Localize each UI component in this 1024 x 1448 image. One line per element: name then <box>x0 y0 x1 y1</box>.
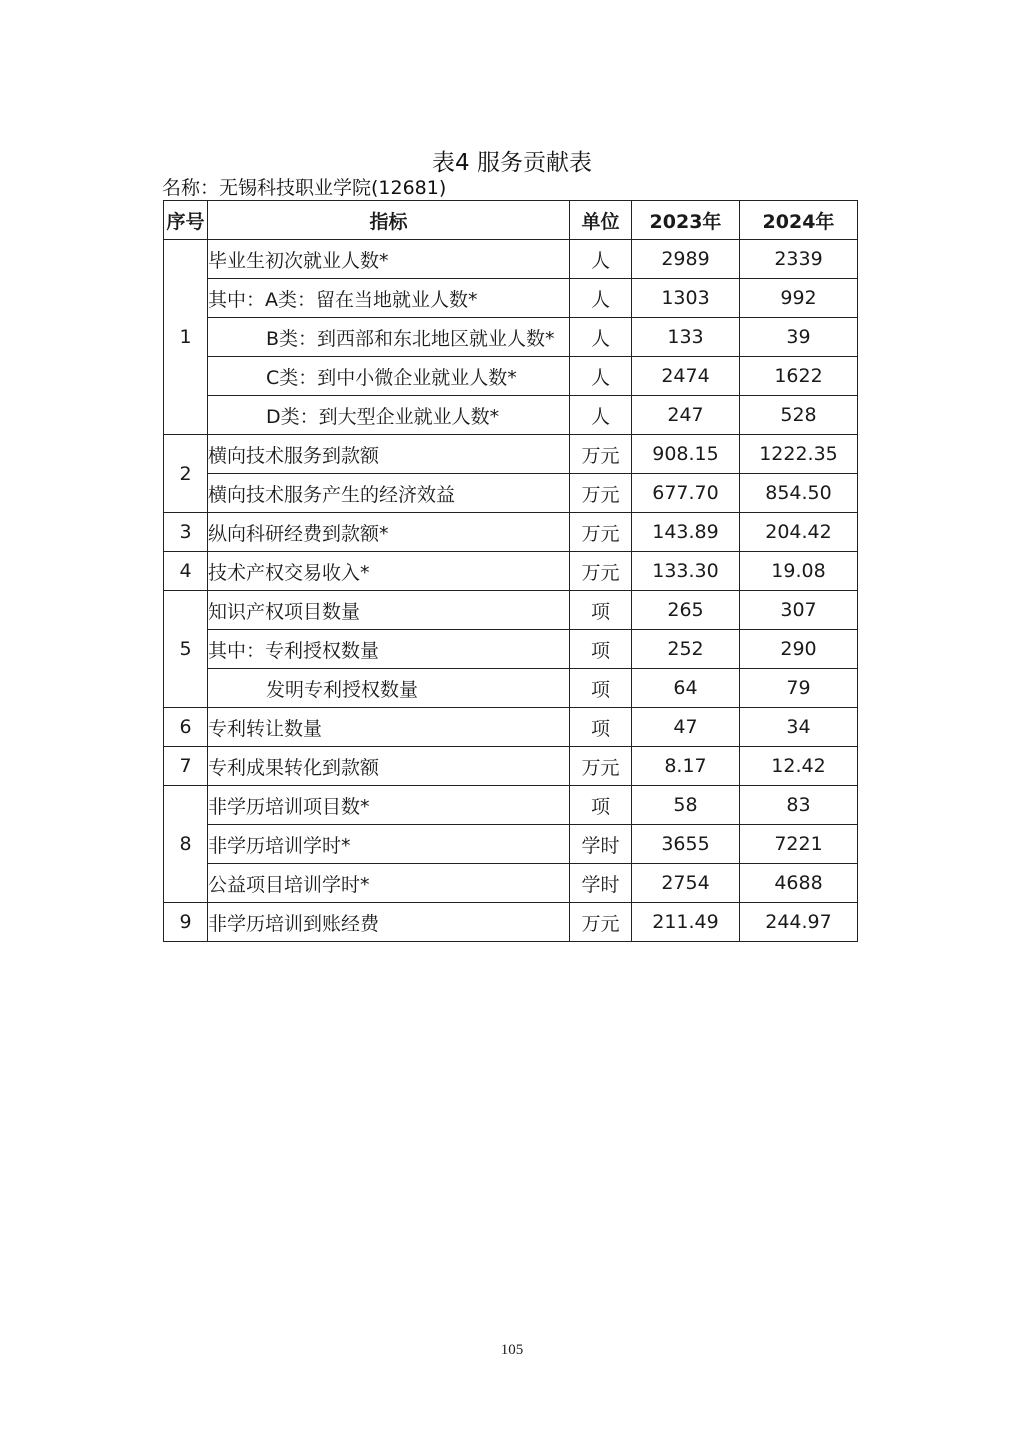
value-2023-cell: 247 <box>632 396 740 435</box>
value-2023-cell: 677.70 <box>632 474 740 513</box>
header-seq: 序号 <box>164 201 208 240</box>
indicator-cell: 横向技术服务产生的经济效益 <box>208 474 570 513</box>
value-2024-cell: 307 <box>740 591 858 630</box>
value-2023-cell: 47 <box>632 708 740 747</box>
value-2023-cell: 143.89 <box>632 513 740 552</box>
header-2024: 2024年 <box>740 201 858 240</box>
table-header-row <box>164 201 858 240</box>
unit-cell: 万元 <box>570 435 632 474</box>
table-row <box>164 552 858 591</box>
value-2024-cell: 854.50 <box>740 474 858 513</box>
unit-cell: 学时 <box>570 864 632 903</box>
table-row <box>164 513 858 552</box>
value-2024-cell: 204.42 <box>740 513 858 552</box>
unit-cell: 项 <box>570 708 632 747</box>
indicator-cell: 专利转让数量 <box>208 708 570 747</box>
table-row <box>164 279 858 318</box>
indicator-cell: 其中：A类：留在当地就业人数* <box>208 279 570 318</box>
indicator-cell: 横向技术服务到款额 <box>208 435 570 474</box>
unit-cell: 万元 <box>570 552 632 591</box>
unit-cell: 人 <box>570 396 632 435</box>
indicator-cell: 其中：专利授权数量 <box>208 630 570 669</box>
unit-cell: 人 <box>570 240 632 279</box>
seq-cell: 1 <box>164 240 208 435</box>
table-row <box>164 240 858 279</box>
value-2023-cell: 58 <box>632 786 740 825</box>
service-contribution-table <box>163 200 858 942</box>
seq-cell: 3 <box>164 513 208 552</box>
table-row <box>164 435 858 474</box>
value-2023-cell: 265 <box>632 591 740 630</box>
value-2024-cell: 992 <box>740 279 858 318</box>
value-2023-cell: 64 <box>632 669 740 708</box>
indicator-cell: 专利成果转化到款额 <box>208 747 570 786</box>
value-2023-cell: 252 <box>632 630 740 669</box>
value-2024-cell: 39 <box>740 318 858 357</box>
header-unit: 单位 <box>570 201 632 240</box>
value-2024-cell: 12.42 <box>740 747 858 786</box>
institution-name: 名称：无锡科技职业学院(12681) <box>162 177 447 199</box>
value-2024-cell: 83 <box>740 786 858 825</box>
indicator-cell: 非学历培训学时* <box>208 825 570 864</box>
seq-cell: 7 <box>164 747 208 786</box>
value-2023-cell: 133.30 <box>632 552 740 591</box>
indicator-cell: 公益项目培训学时* <box>208 864 570 903</box>
table-row <box>164 630 858 669</box>
indicator-cell: 发明专利授权数量 <box>208 669 570 708</box>
value-2023-cell: 908.15 <box>632 435 740 474</box>
indicator-cell: 非学历培训项目数* <box>208 786 570 825</box>
value-2023-cell: 3655 <box>632 825 740 864</box>
table-row <box>164 669 858 708</box>
unit-cell: 人 <box>570 279 632 318</box>
seq-cell: 9 <box>164 903 208 942</box>
value-2024-cell: 1622 <box>740 357 858 396</box>
unit-cell: 项 <box>570 591 632 630</box>
unit-cell: 学时 <box>570 825 632 864</box>
seq-cell: 5 <box>164 591 208 708</box>
value-2024-cell: 4688 <box>740 864 858 903</box>
value-2023-cell: 2754 <box>632 864 740 903</box>
indicator-cell: 技术产权交易收入* <box>208 552 570 591</box>
indicator-cell: D类：到大型企业就业人数* <box>208 396 570 435</box>
page-number: 105 <box>500 1342 524 1358</box>
table-row <box>164 825 858 864</box>
unit-cell: 万元 <box>570 474 632 513</box>
value-2024-cell: 290 <box>740 630 858 669</box>
table-row <box>164 786 858 825</box>
value-2023-cell: 2989 <box>632 240 740 279</box>
value-2023-cell: 211.49 <box>632 903 740 942</box>
unit-cell: 项 <box>570 630 632 669</box>
indicator-cell: 知识产权项目数量 <box>208 591 570 630</box>
value-2024-cell: 19.08 <box>740 552 858 591</box>
table-row <box>164 357 858 396</box>
unit-cell: 人 <box>570 318 632 357</box>
value-2024-cell: 79 <box>740 669 858 708</box>
indicator-cell: 毕业生初次就业人数* <box>208 240 570 279</box>
value-2023-cell: 1303 <box>632 279 740 318</box>
value-2023-cell: 133 <box>632 318 740 357</box>
table-row <box>164 591 858 630</box>
unit-cell: 万元 <box>570 513 632 552</box>
unit-cell: 人 <box>570 357 632 396</box>
indicator-cell: 非学历培训到账经费 <box>208 903 570 942</box>
unit-cell: 万元 <box>570 747 632 786</box>
unit-cell: 万元 <box>570 903 632 942</box>
seq-cell: 8 <box>164 786 208 903</box>
table-row <box>164 318 858 357</box>
indicator-cell: B类：到西部和东北地区就业人数* <box>208 318 570 357</box>
indicator-cell: C类：到中小微企业就业人数* <box>208 357 570 396</box>
unit-cell: 项 <box>570 669 632 708</box>
value-2024-cell: 34 <box>740 708 858 747</box>
seq-cell: 6 <box>164 708 208 747</box>
value-2024-cell: 244.97 <box>740 903 858 942</box>
value-2023-cell: 2474 <box>632 357 740 396</box>
table-row <box>164 864 858 903</box>
value-2023-cell: 8.17 <box>632 747 740 786</box>
indicator-cell: 纵向科研经费到款额* <box>208 513 570 552</box>
table-row <box>164 396 858 435</box>
value-2024-cell: 2339 <box>740 240 858 279</box>
value-2024-cell: 1222.35 <box>740 435 858 474</box>
seq-cell: 2 <box>164 435 208 513</box>
value-2024-cell: 528 <box>740 396 858 435</box>
table-row <box>164 708 858 747</box>
header-indicator: 指标 <box>208 201 570 240</box>
header-2023: 2023年 <box>632 201 740 240</box>
table-row <box>164 474 858 513</box>
seq-cell: 4 <box>164 552 208 591</box>
table-row <box>164 903 858 942</box>
table-title: 表4 服务贡献表 <box>432 150 592 176</box>
value-2024-cell: 7221 <box>740 825 858 864</box>
unit-cell: 项 <box>570 786 632 825</box>
table-row <box>164 747 858 786</box>
